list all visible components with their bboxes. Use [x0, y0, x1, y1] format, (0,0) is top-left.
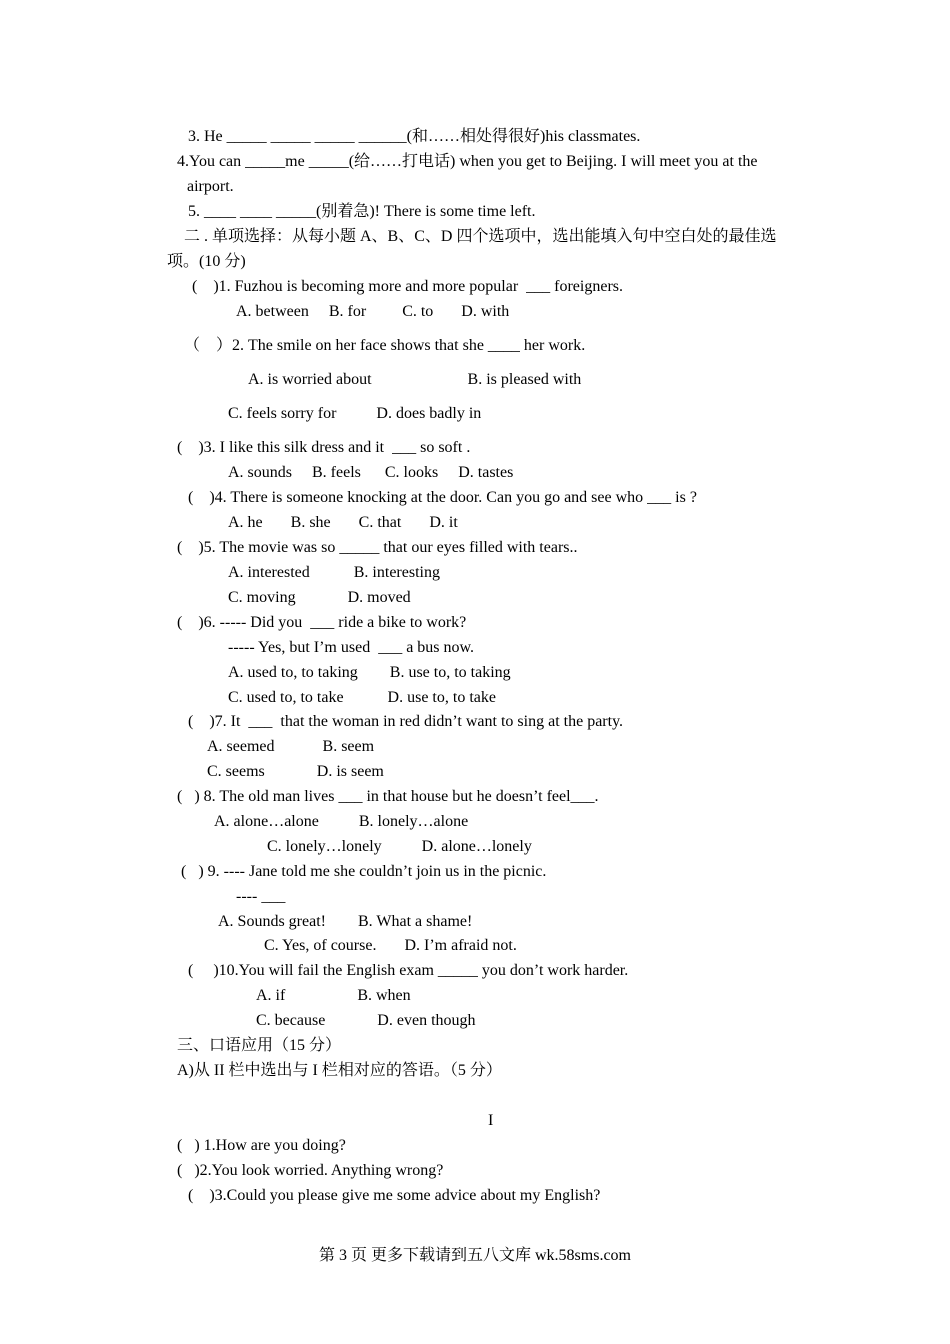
text-line: 项。(10 分) [167, 253, 246, 270]
text-line: ( ) 8. The old man lives ___ in that house but he doesn’t feel___. [177, 788, 599, 805]
text-line: ( )4. There is someone knocking at the door. Can you go and see who ___ is ? [188, 489, 697, 506]
page-footer: 第 3 页 更多下载请到五八文库 wk.58sms.com [318, 1247, 631, 1264]
text-line: C. feels sorry for D. does badly in [228, 405, 482, 422]
text-line: ( )3.Could you please give me some advice about my English? [188, 1187, 601, 1204]
text-line: A. if B. when [256, 987, 411, 1004]
text-line: 3. He _____ _____ _____ ______(和……相处得很好)his classmates. [188, 128, 641, 145]
text-line: A. Sounds great! B. What a shame! [218, 913, 473, 930]
text-line: ( )6. ----- Did you ___ ride a bike to work? [177, 614, 467, 631]
text-line: C. lonely…lonely D. alone…lonely [267, 838, 532, 855]
text-line: ----- Yes, but I’m used ___ a bus now. [228, 639, 475, 656]
text-line: A. used to, to taking B. use to, to taking [228, 664, 511, 681]
text-line: ( )7. It ___ that the woman in red didn’t want to sing at the party. [188, 713, 624, 730]
text-line: A. alone…alone B. lonely…alone [214, 813, 469, 830]
text-line: 二 . 单项选择：从每小题 A、B、C、D 四个选项中，选出能填入句中空白处的最佳选 [184, 228, 777, 245]
text-line: C. Yes, of course. D. I’m afraid not. [264, 937, 517, 954]
text-line: 4.You can _____me _____(给……打电话) when you get to Beijing. I will meet you at the [177, 153, 758, 170]
text-line: C. used to, to take D. use to, to take [228, 689, 496, 706]
text-line: I [488, 1112, 494, 1129]
text-line: A. between B. for C. to D. with [236, 303, 510, 320]
text-line: ( )1. Fuzhou is becoming more and more popular ___ foreigners. [192, 278, 624, 295]
text-line: ( )10.You will fail the English exam _____ you don’t work harder. [188, 962, 629, 979]
text-line: C. moving D. moved [228, 589, 411, 606]
text-line: A. he B. she C. that D. it [228, 514, 458, 531]
text-line: ( )2.You look worried. Anything wrong? [177, 1162, 444, 1179]
text-line: ---- ___ [236, 888, 286, 905]
text-line: （ ）2. The smile on her face shows that she ____ her work. [184, 337, 586, 354]
text-line: ( ) 1.How are you doing? [177, 1137, 346, 1154]
text-line: C. seems D. is seem [207, 763, 384, 780]
text-line: 5. ____ ____ _____(别着急)! There is some time left. [188, 203, 536, 220]
text-line: ( ) 9. ---- Jane told me she couldn’t join us in the picnic. [181, 863, 547, 880]
text-line: A. seemed B. seem [207, 738, 375, 755]
text-line: 三、口语应用（15 分） [177, 1037, 342, 1054]
text-line: airport. [187, 178, 234, 195]
text-line: A. is worried about B. is pleased with [248, 371, 582, 388]
text-line: A. sounds B. feels C. looks D. tastes [228, 464, 514, 481]
text-line: A. interested B. interesting [228, 564, 440, 581]
text-line: C. because D. even though [256, 1012, 476, 1029]
text-line: ( )5. The movie was so _____ that our eyes filled with tears.. [177, 539, 578, 556]
text-line: A)从 II 栏中选出与 I 栏相对应的答语。（5 分） [177, 1062, 502, 1079]
text-line: ( )3. I like this silk dress and it ___ so soft . [177, 439, 471, 456]
